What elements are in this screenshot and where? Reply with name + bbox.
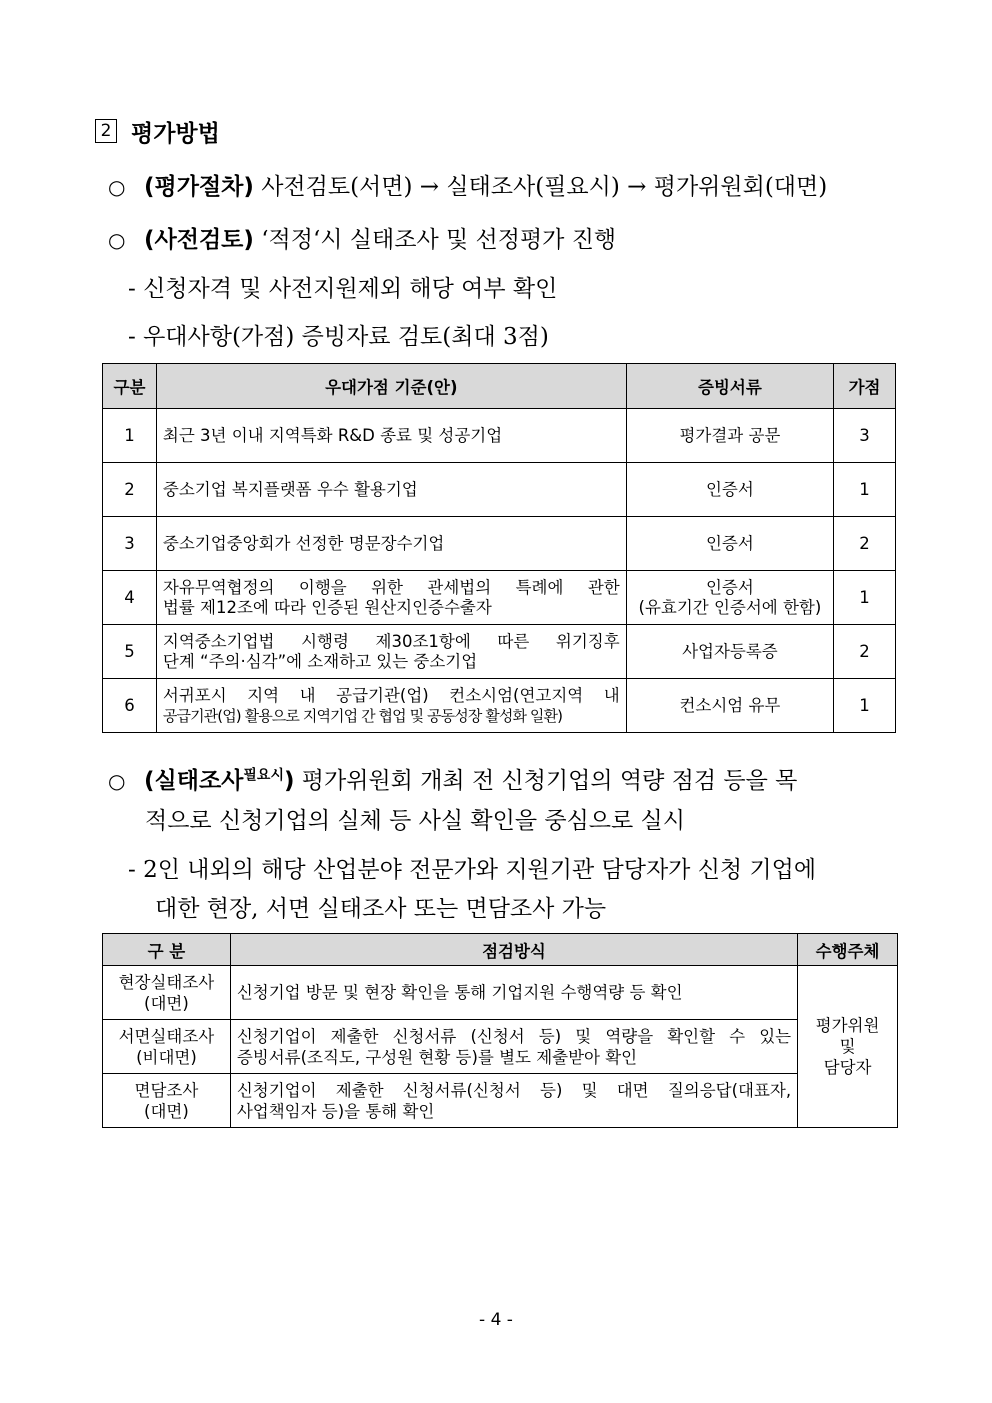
document-text: 컨소시엄 유무 (679, 695, 781, 715)
survey-type-cell (103, 1074, 231, 1128)
bullet-circle-icon: ○ (108, 175, 126, 199)
procedure-label: (평가절차) (144, 174, 254, 200)
table-row (103, 1020, 898, 1074)
col-header: 수행주체 (798, 934, 898, 966)
method-text-line: 증빙서류(조직도, 구성원 현황 등)를 별도 제출받아 확인 (236, 1047, 638, 1067)
col-header: 증빙서류 (626, 364, 833, 409)
row-number: 5 (103, 625, 157, 679)
survey-mode: (대면) (144, 1101, 189, 1121)
table-row (103, 1074, 898, 1128)
survey-type: 면담조사 (134, 1080, 199, 1100)
document-note: (유효기간 인증서에 한함) (638, 597, 822, 617)
method-cell (230, 966, 797, 1020)
bonus-points-table (102, 363, 896, 733)
procedure-line (108, 168, 827, 201)
survey-mode: (대면) (144, 993, 189, 1013)
col-header: 점검방식 (230, 934, 797, 966)
bullet-circle-icon: ○ (108, 769, 126, 793)
pre-review-item: - 우대사항(가점) 증빙자료 검토(최대 3점) (128, 324, 549, 350)
survey-type-cell (103, 966, 231, 1020)
col-header: 구 분 (103, 934, 231, 966)
pre-review-item: - 신청자격 및 사전지원제외 해당 여부 확인 (128, 276, 558, 302)
table-row (103, 966, 898, 1020)
method-text: 신청기업 방문 및 현장 확인을 통해 기업지원 수행역량 등 확인 (236, 983, 683, 1002)
criteria-text: 중소기업중앙회가 선정한 명문장수기업 (162, 533, 445, 553)
document-text: 사업자등록증 (682, 641, 778, 661)
row-number: 1 (103, 409, 157, 463)
document-cell (626, 409, 833, 463)
survey-type-cell (103, 1020, 231, 1074)
score-cell: 2 (834, 625, 896, 679)
bullet-circle-icon: ○ (108, 228, 126, 252)
table-row (103, 517, 896, 571)
procedure-text: 사전검토(서면) → 실태조사(필요시) → 평가위원회(대면) (253, 174, 828, 200)
table-row (103, 463, 896, 517)
table-row (103, 409, 896, 463)
document-text: 인증서 (705, 577, 754, 597)
survey-mode: (비대면) (136, 1047, 197, 1067)
section-title-text: 평가방법 (131, 120, 220, 147)
col-header: 구분 (103, 364, 157, 409)
method-text-line: 사업책임자 등)을 통해 확인 (236, 1101, 435, 1121)
row-number: 6 (103, 679, 157, 733)
performer-line: 담당자 (823, 1058, 872, 1077)
score-cell: 1 (834, 571, 896, 625)
document-text: 인증서 (705, 479, 754, 499)
site-survey-label-text: (실태조사 (144, 768, 244, 794)
section-number: 2 (95, 119, 117, 143)
site-survey-item: - 2인 내외의 해당 산업분야 전문가와 지원기관 담당자가 신청 기업에 (128, 857, 817, 883)
criteria-text-line: 법률 제12조에 따라 인증된 원산지인증수출자 (162, 597, 492, 617)
document-cell (626, 463, 833, 517)
site-survey-text-cont: 적으로 신청기업의 실체 등 사실 확인을 중심으로 실시 (145, 808, 685, 834)
performer-line: 및 (839, 1037, 856, 1056)
table-row (103, 571, 896, 625)
row-number: 3 (103, 517, 157, 571)
document-text: 인증서 (705, 533, 754, 553)
criteria-text: 중소기업 복지플랫폼 우수 활용기업 (162, 479, 418, 499)
table-header-row (103, 364, 896, 409)
pre-review-line (108, 221, 616, 254)
survey-method-table (102, 933, 898, 1128)
criteria-cell (156, 463, 626, 517)
score-cell: 1 (834, 463, 896, 517)
site-survey-item-cont: 대한 현장, 서면 실태조사 또는 면담조사 가능 (155, 896, 607, 922)
page-number: - 4 - (479, 1310, 513, 1330)
table-row (103, 625, 896, 679)
table-header-row (103, 934, 898, 966)
pre-review-label: (사전검토) (144, 227, 254, 253)
document-text: 평가결과 공문 (679, 425, 781, 445)
site-survey-label (144, 768, 294, 794)
performer-line: 평가위원 (815, 1016, 880, 1035)
criteria-text-line: 단계 “주의·심각”에 소재하고 있는 중소기업 (162, 651, 478, 671)
survey-type: 현장실태조사 (118, 972, 215, 992)
performer-cell (798, 966, 898, 1128)
method-cell (230, 1074, 797, 1128)
criteria-text: 최근 3년 이내 지역특화 R&D 종료 및 성공기업 (162, 425, 503, 445)
method-text-line: 신청기업이 제출한 신청서류(신청서 등) 및 대면 질의응답(대표자, (236, 1080, 792, 1100)
method-text-line: 신청기업이 제출한 신청서류 (신청서 등) 및 역량을 확인할 수 있는 (236, 1026, 792, 1046)
document-cell (626, 517, 833, 571)
score-cell: 3 (834, 409, 896, 463)
criteria-text-line: 공급기관(업) 활용으로 지역기업 간 협업 및 공동성장 활성화 일환) (162, 706, 563, 725)
criteria-text-line: 자유무역협정의 이행을 위한 관세법의 특례에 관한 (162, 577, 620, 597)
criteria-cell (156, 625, 626, 679)
col-header: 가점 (834, 364, 896, 409)
section-title (95, 115, 220, 147)
site-survey-label-end: ) (283, 768, 295, 794)
criteria-cell (156, 517, 626, 571)
criteria-cell (156, 679, 626, 733)
site-survey-sup: 필요시 (243, 767, 284, 784)
criteria-text-line: 지역중소기업법 시행령 제30조1항에 따른 위기징후 (162, 631, 620, 651)
col-header: 우대가점 기준(안) (156, 364, 626, 409)
row-number: 2 (103, 463, 157, 517)
criteria-cell (156, 409, 626, 463)
site-survey-text: 평가위원회 개최 전 신청기업의 역량 점검 등을 목 (294, 768, 798, 794)
document-cell (626, 625, 833, 679)
criteria-text-line: 서귀포시 지역 내 공급기관(업) 컨소시엄(연고지역 내 (162, 685, 620, 705)
row-number: 4 (103, 571, 157, 625)
pre-review-text: ‘적정‘시 실태조사 및 선정평가 진행 (253, 227, 617, 253)
site-survey-line (108, 762, 797, 795)
table-row (103, 679, 896, 733)
criteria-cell (156, 571, 626, 625)
method-cell (230, 1020, 797, 1074)
document-cell (626, 679, 833, 733)
survey-type: 서면실태조사 (118, 1026, 215, 1046)
score-cell: 2 (834, 517, 896, 571)
score-cell: 1 (834, 679, 896, 733)
document-cell (626, 571, 833, 625)
